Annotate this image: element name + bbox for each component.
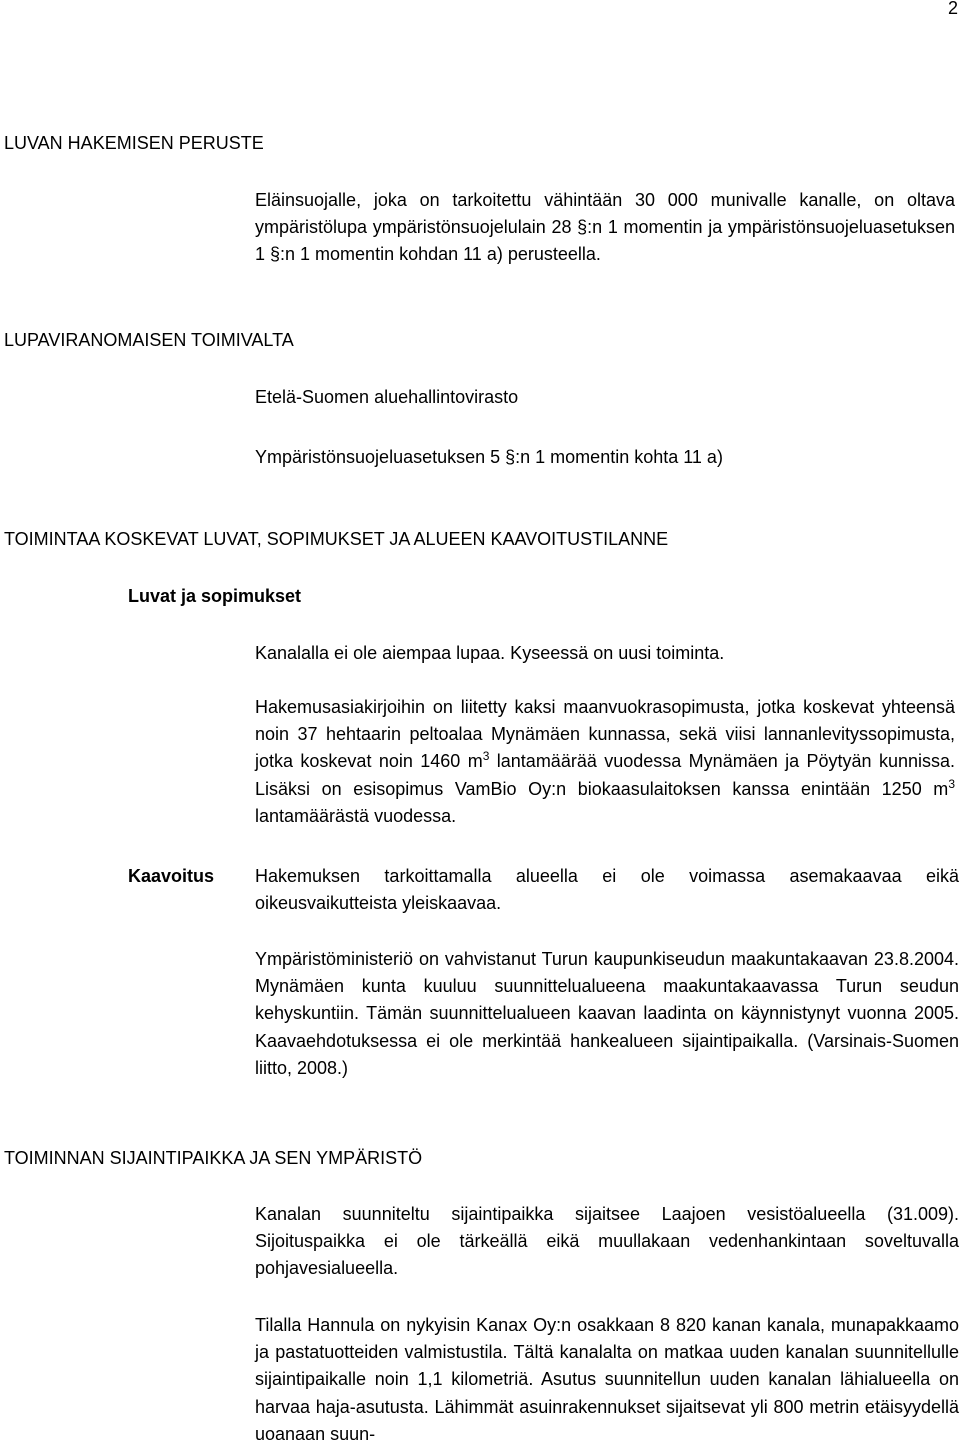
paragraph-luvan-hakemisen-peruste: Eläinsuojalle, joka on tarkoitettu vähintään 30 000 munivalle kanalle, on oltava ympäristölupa ympäristönsuojelulain 28 §:n 1 momentin ja ympäristönsuojeluasetuksen 1 §:n 1 momentin kohdan 11 a) perusteella. <box>255 190 955 265</box>
agreements-text-part-1: Hakemusasiakirjoihin on liitetty kaksi maanvuokrasopimusta, jotka koskevat yhteensä noin 37 hehtaarin peltoalaa Mynämäen kunnassa, sekä viisi lannanlevityssopimusta, jotka koskevat noin 1460 m <box>255 697 955 772</box>
agreements-text-part-3: lantamäärästä vuodessa. <box>255 805 457 826</box>
section-heading-sijaintipaikka: TOIMINNAN SIJAINTIPAIKKA JA SEN YMPÄRISTÖ <box>4 1148 423 1168</box>
section-heading-luvan-hakemisen-peruste: LUVAN HAKEMISEN PERUSTE <box>4 133 264 153</box>
section-heading-lupaviranomaisen-toimivalta: LUPAVIRANOMAISEN TOIMIVALTA <box>4 330 294 350</box>
subheading-luvat-ja-sopimukset: Luvat ja sopimukset <box>128 586 302 606</box>
agreements-text-part-2: lantamäärää vuodessa Mynämäen ja Pöytyän kunnissa. Lisäksi on esisopimus VamBio Oy:n biokaasulaitoksen kanssa enintään 1250 m <box>255 751 955 799</box>
paragraph-agreements <box>255 694 955 830</box>
paragraph-location-1: Kanalan suunniteltu sijaintipaikka sijaitsee Laajoen vesistöalueella (31.009). Sijoituspaikka ei ole tärkeällä eikä muullakaan vedenhankintaan soveltuvalla pohjavesialueella. <box>255 1204 959 1279</box>
label-kaavoitus: Kaavoitus <box>128 866 215 886</box>
authority-text: Etelä-Suomen aluehallintovirasto <box>255 387 519 407</box>
paragraph-no-previous-permit: Kanalalla ei ole aiempaa lupaa. Kyseessä on uusi toiminta. <box>255 643 725 663</box>
section-heading-luvat-sopimukset-kaavoitus: TOIMINTAA KOSKEVAT LUVAT, SOPIMUKSET JA ALUEEN KAAVOITUSTILANNE <box>4 529 669 549</box>
page-number: 2 <box>947 0 958 18</box>
paragraph-zoning-1: Hakemuksen tarkoittamalla alueella ei ole voimassa asemakaavaa eikä oikeusvaikutteista yleiskaavaa. <box>255 866 959 914</box>
cubic-superscript-2: 3 <box>948 776 955 791</box>
paragraph-zoning-2: Ympäristöministeriö on vahvistanut Turun kaupunkiseudun maakuntakaavan 23.8.2004. Mynämäen kunta kuuluu suunnittelualueena maakuntakaavassa Turun seudun kehyskuntiin. Tämän suunnittelualueen kaavan laadinta on käynnistynyt vuonna 2005. Kaavaehdotuksessa ei ole merkintää hankealueen sijaintipaikalla. (Varsinais-Suomen liitto, 2008.) <box>255 949 959 1078</box>
legal-basis-text: Ympäristönsuojeluasetuksen 5 §:n 1 momentin kohta 11 a) <box>255 447 723 467</box>
cubic-superscript-1: 3 <box>482 749 490 764</box>
paragraph-location-2: Tilalla Hannula on nykyisin Kanax Oy:n osakkaan 8 820 kanan kanala, munapakkaamo ja pastatuotteiden valmistustila. Tältä kanalalta on matkaa uuden kanalan suunnitellulle sijaintipaikalle noin 1,1 kilometriä. Asutus suunnitellun uuden kanalan lähialueella on harvaa haja-asutusta. Lähimmät asuinrakennukset sijaitsevat yli 800 metrin etäisyydellä uoanaan suun- <box>255 1315 959 1444</box>
